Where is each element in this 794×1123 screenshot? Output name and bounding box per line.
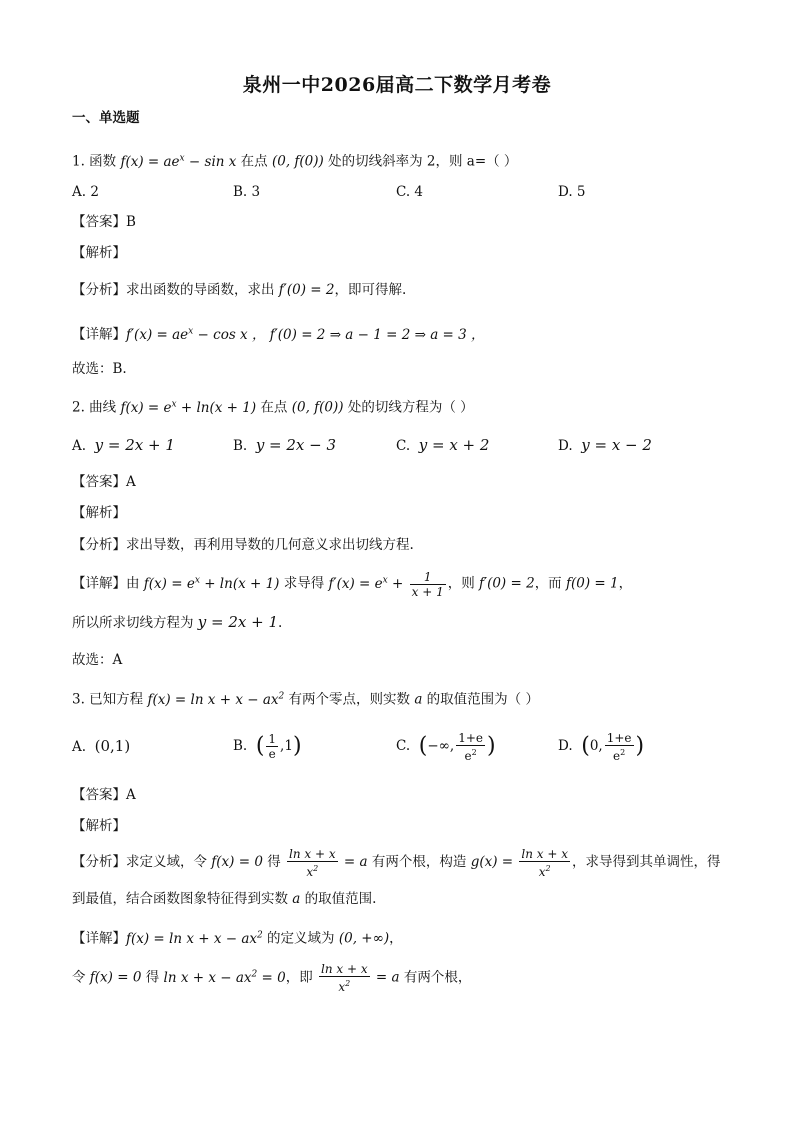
q2-choice: 故选：A: [72, 652, 123, 668]
q2-xiangjie-label: 【详解】: [72, 575, 126, 592]
q2-func: $f(x) = e^x + \ln(x + 1)$: [120, 399, 257, 416]
q3-option-b: B. ( $\frac{1}{e}$ ,1): [233, 732, 302, 761]
q1-analysis-heading: 【解析】: [72, 245, 126, 261]
q1-choice: 故选：B.: [72, 361, 127, 377]
q3-answer: 【答案】A: [72, 787, 136, 803]
q2-conclusion: 所以所求切线方程为 y = 2x + 1.: [72, 613, 283, 631]
q2-stem-pre: 2. 曲线: [72, 399, 121, 416]
q3-stem: 3. 已知方程 $f(x) = \ln x + x - ax^2$ 有两个零点，则实数 a 的取值范围为（ ）: [72, 691, 539, 708]
q2-stem-mid: 在点: [256, 399, 292, 416]
q3-fenxi-line2: 到最值，结合函数图象特征得到实数 a 的取值范围.: [72, 891, 377, 907]
q2-fraction: $\frac{1}{x + 1}$: [411, 569, 444, 599]
q1-xiangjie-label: 【详解】: [72, 326, 126, 343]
q3-xiangjie: 【详解】$f(x) = \ln x + x - ax^2$ 的定义域为 (0, +∞)，: [72, 930, 403, 947]
q1-xiangjie-math: $f'(x) = ae^x - \cos x$ ， f′(0) = 2 ⇒ a − 1 = 2 ⇒ a = 3 ，: [126, 326, 485, 343]
q2-option-b: B. y = 2x − 3: [233, 436, 337, 454]
q1-answer: 【答案】B: [72, 214, 136, 230]
q1-option-b: B. 3: [233, 184, 261, 200]
q1-fenxi: [72, 280, 406, 300]
q3-option-d: D. (0, $\frac{1+e}{e^2}$ ): [558, 730, 645, 763]
q2-option-a: A. y = 2x + 1: [72, 436, 175, 454]
q2-option-d: D. y = x − 2: [558, 436, 652, 454]
q1-fenxi-label: 【分析】: [72, 282, 126, 298]
page-title: 泉州一中2026届高二下数学月考卷: [242, 74, 552, 96]
q2-fenxi-text: 求出导数，再利用导数的几何意义求出切线方程.: [126, 537, 414, 553]
q2-stem: [72, 394, 474, 418]
q2-analysis-heading: 【解析】: [72, 505, 126, 521]
q2-stem-post: 处的切线方程为（ ）: [343, 399, 474, 416]
q3-fenxi: 【分析】求定义域，令 f(x) = 0 得 $\frac{\text{ln x + x}}{x^2}$ = a 有两个根，构造 g(x) = $\frac{\text{ln x + x}}{x^2}$ ，求导得到其单调性，得: [72, 846, 721, 879]
section-heading: 一、单选题: [72, 110, 140, 126]
q2-option-c: C. y = x + 2: [396, 436, 490, 454]
q3-last-line: 令 f(x) = 0 得 $\ln x + x - ax^2 = 0$，即 $\frac{\text{ln x + x}}{x^2}$ = a 有两个根，: [72, 962, 472, 994]
q1-stem-mid: 在点: [240, 153, 268, 170]
q2-fenxi: [72, 535, 414, 555]
q1-stem-pre: 1. 函数: [72, 153, 117, 170]
q3-option-a: A. (0,1): [72, 737, 131, 755]
q1-option-c: C. 4: [396, 184, 424, 200]
q1-fenxi-text: 求出函数的导函数，求出: [126, 282, 279, 298]
q3-option-c: C. (−∞, $\frac{1+e}{e^2}$ ): [396, 730, 496, 763]
q1-stem-post: 处的切线斜率为 2，则 a=（ ）: [328, 153, 518, 170]
q2-point: (0, f(0)): [291, 399, 344, 416]
q1-option-d: D. 5: [558, 184, 586, 200]
q2-xiangjie: 【详解】由 $f(x) = e^x + \ln(x + 1)$ 求导得 $f'(x) = e^x$ + $\frac{1}{x + 1}$ ，则 f′(0) = 2，而 f(0) = 1，: [72, 569, 633, 599]
q1-stem: [72, 148, 517, 172]
q1-xiangjie: [72, 321, 485, 345]
q1-func: $f(x) = ae^x - \sin x$: [120, 153, 237, 170]
q1-fenxi-math: f′(0) = 2: [278, 282, 335, 298]
q3-analysis-heading: 【解析】: [72, 818, 126, 834]
q1-option-a: A. 2: [72, 184, 99, 200]
q1-point: (0, f(0)): [271, 153, 324, 170]
q1-fenxi-post: ，即可得解.: [334, 282, 407, 298]
q2-answer: 【答案】A: [72, 474, 136, 490]
q2-fenxi-label: 【分析】: [72, 537, 126, 553]
